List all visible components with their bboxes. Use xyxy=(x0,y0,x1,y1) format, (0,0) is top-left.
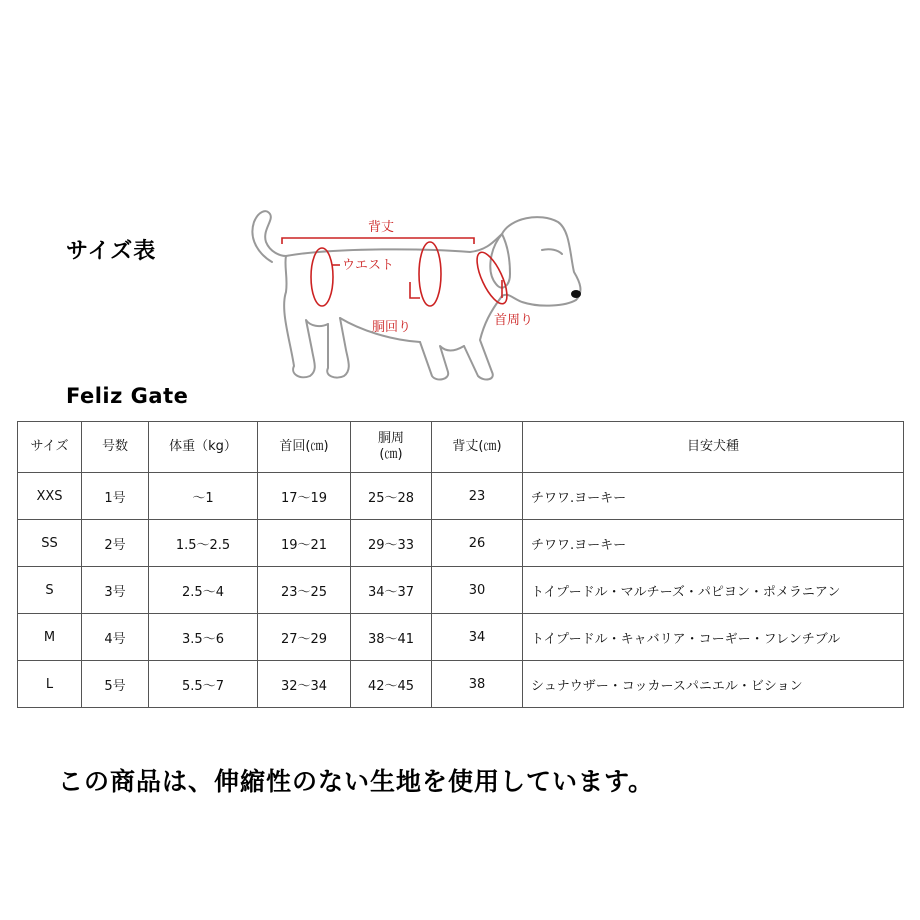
dog-nose xyxy=(571,290,581,298)
cell-weight: 2.5～4 xyxy=(149,567,258,614)
cell-size: S xyxy=(18,567,82,614)
table-row xyxy=(18,614,904,661)
header-size: サイズ xyxy=(18,422,82,473)
cell-neck: 17～19 xyxy=(258,473,351,520)
cell-chest: 29～33 xyxy=(351,520,432,567)
cell-breed: シュナウザー・コッカースパニエル・ビション xyxy=(523,661,904,708)
cell-neck: 32～34 xyxy=(258,661,351,708)
cell-weight: 5.5～7 xyxy=(149,661,258,708)
cell-back-length: 23 xyxy=(432,473,523,520)
cell-number: 4号 xyxy=(82,614,149,661)
table-header-row xyxy=(18,422,904,473)
cell-chest: 42～45 xyxy=(351,661,432,708)
cell-number: 3号 xyxy=(82,567,149,614)
chest-label: 胴回り xyxy=(372,320,412,335)
header-back-length: 背丈(㎝) xyxy=(432,422,523,473)
cell-weight: ～1 xyxy=(149,473,258,520)
cell-neck: 23～25 xyxy=(258,567,351,614)
cell-size: XXS xyxy=(18,473,82,520)
cell-back-length: 26 xyxy=(432,520,523,567)
table-row xyxy=(18,520,904,567)
neck-label: 首周り xyxy=(494,313,534,328)
size-chart-title: サイズ表 xyxy=(66,239,157,264)
cell-breed: トイプードル・マルチーズ・パピヨン・ポメラニアン xyxy=(523,567,904,614)
header-breed: 目安犬種 xyxy=(523,422,904,473)
table-row xyxy=(18,567,904,614)
table-row xyxy=(18,473,904,520)
cell-number: 5号 xyxy=(82,661,149,708)
cell-weight: 1.5～2.5 xyxy=(149,520,258,567)
cell-number: 2号 xyxy=(82,520,149,567)
cell-neck: 19～21 xyxy=(258,520,351,567)
cell-back-length: 30 xyxy=(432,567,523,614)
cell-breed: チワワ.ヨーキー xyxy=(523,520,904,567)
waist-measure-ring xyxy=(311,248,333,306)
dog-illustration xyxy=(240,200,600,390)
header-number: 号数 xyxy=(82,422,149,473)
cell-neck: 27～29 xyxy=(258,614,351,661)
cell-size: M xyxy=(18,614,82,661)
cell-chest: 38～41 xyxy=(351,614,432,661)
cell-breed: トイプードル・キャバリア・コーギー・フレンチブル xyxy=(523,614,904,661)
header-weight: 体重（kg） xyxy=(149,422,258,473)
back-length-label: 背丈 xyxy=(368,220,395,235)
waist-label: ウエスト xyxy=(342,258,395,273)
size-table xyxy=(17,421,904,708)
chest-measure-ring xyxy=(419,242,441,306)
dog-measurement-diagram xyxy=(240,200,600,390)
header-neck: 首回(㎝) xyxy=(258,422,351,473)
table-row xyxy=(18,661,904,708)
cell-breed: チワワ.ヨーキー xyxy=(523,473,904,520)
cell-chest: 25～28 xyxy=(351,473,432,520)
back-length-bracket xyxy=(282,238,474,244)
fabric-notice: この商品は、伸縮性のない生地を使用しています。 xyxy=(58,767,655,796)
cell-back-length: 34 xyxy=(432,614,523,661)
brand-name: Feliz Gate xyxy=(66,384,189,408)
cell-weight: 3.5～6 xyxy=(149,614,258,661)
cell-chest: 34～37 xyxy=(351,567,432,614)
cell-number: 1号 xyxy=(82,473,149,520)
cell-size: L xyxy=(18,661,82,708)
cell-size: SS xyxy=(18,520,82,567)
header-chest: 胴周 (㎝) xyxy=(351,422,432,473)
cell-back-length: 38 xyxy=(432,661,523,708)
